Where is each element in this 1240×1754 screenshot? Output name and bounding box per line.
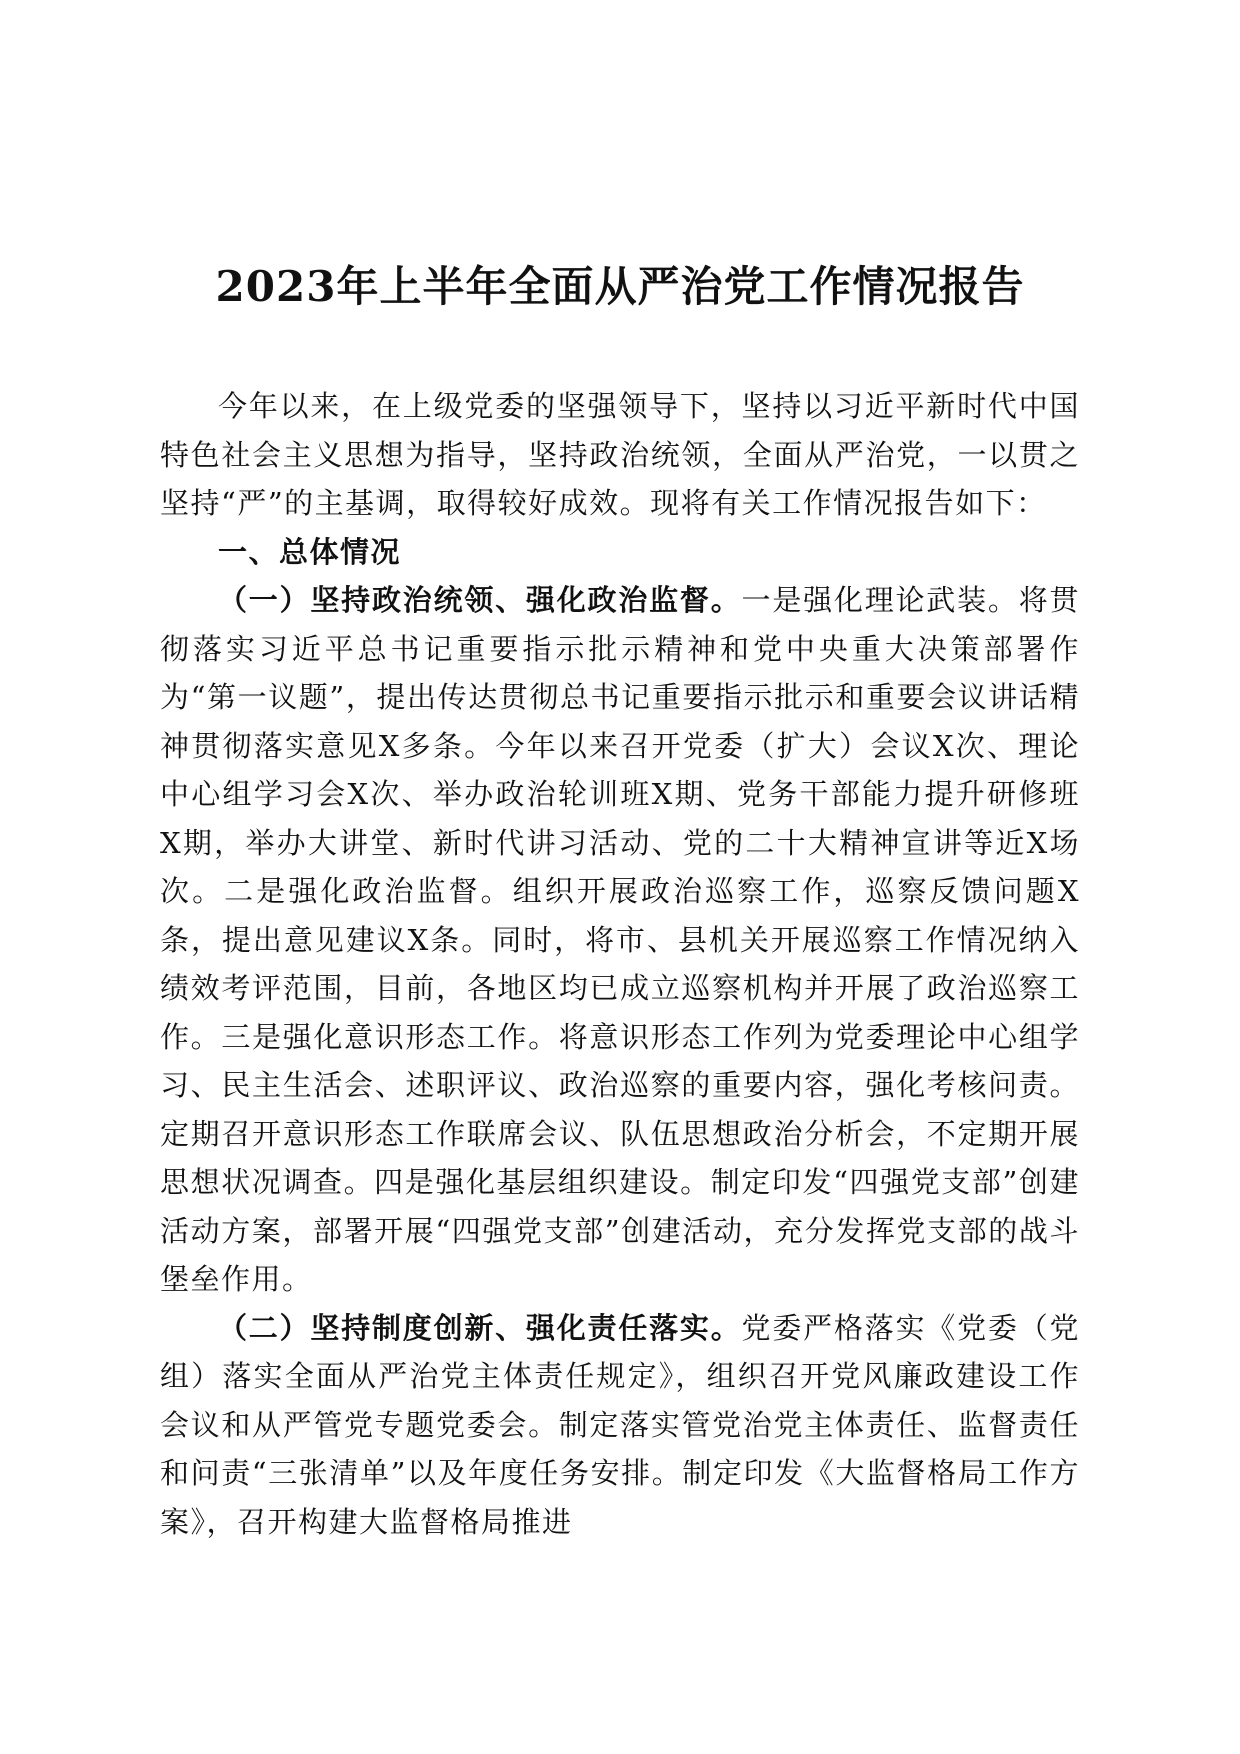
- paragraph-political-leadership-text: 一是强化理论武装。将贯彻落实习近平总书记重要指示批示精神和党中央重大决策部署作为“第一议题”，提出传达贯彻总书记重要指示批示和重要会议讲话精神贯彻落实意见X多条。今年以来召开党委（扩大）会议X次、理论中心组学习会X次、举办政治轮训班X期、党务干部能力提升研修班X期，举办大讲堂、新时代讲习活动、党的二十大精神宣讲等近X场次。二是强化政治监督。组织开展政治巡察工作，巡察反馈问题X条，提出意见建议X条。同时，将市、县机关开展巡察工作情况纳入绩效考评范围，目前，各地区均已成立巡察机构并开展了政治巡察工作。三是强化意识形态工作。将意识形态工作列为党委理论中心组学习、民主生活会、述职评议、政治巡察的重要内容，强化考核问责。定期召开意识形态工作联席会议、队伍思想政治分析会，不定期开展思想状况调查。四是强化基层组织建设。制定印发“四强党支部”创建活动方案，部署开展“四强党支部”创建活动，充分发挥党支部的战斗堡垒作用。: [160, 583, 1080, 1296]
- section-heading-overview: 一、总体情况: [218, 534, 402, 569]
- intro-paragraph: 今年以来，在上级党委的坚强领导下，坚持以习近平新时代中国特色社会主义思想为指导，坚持政治统领，全面从严治党，一以贯之坚持“严”的主基调，取得较好成效。现将有关工作情况报告如下：: [160, 389, 1080, 520]
- paragraph-institutional-innovation-text: 党委严格落实《党委（党组）落实全面从严治党主体责任规定》，组织召开党风廉政建设工作会议和从严管党专题党委会。制定落实管党治党主体责任、监督责任和问责“三张清单”以及年度任务安排。制定印发《大监督格局工作方案》，召开构建大监督格局推进: [160, 1310, 1080, 1539]
- subheading-institutional-innovation: （二）坚持制度创新、强化责任落实。: [218, 1310, 742, 1345]
- document-body: [160, 382, 1080, 1546]
- paragraph-political-leadership: [160, 576, 1080, 1304]
- subheading-political-leadership: （一）坚持政治统领、强化政治监督。: [218, 583, 742, 617]
- paragraph-institutional-innovation: [160, 1304, 1080, 1547]
- document-title: 2023年上半年全面从严治党工作情况报告: [215, 262, 1025, 311]
